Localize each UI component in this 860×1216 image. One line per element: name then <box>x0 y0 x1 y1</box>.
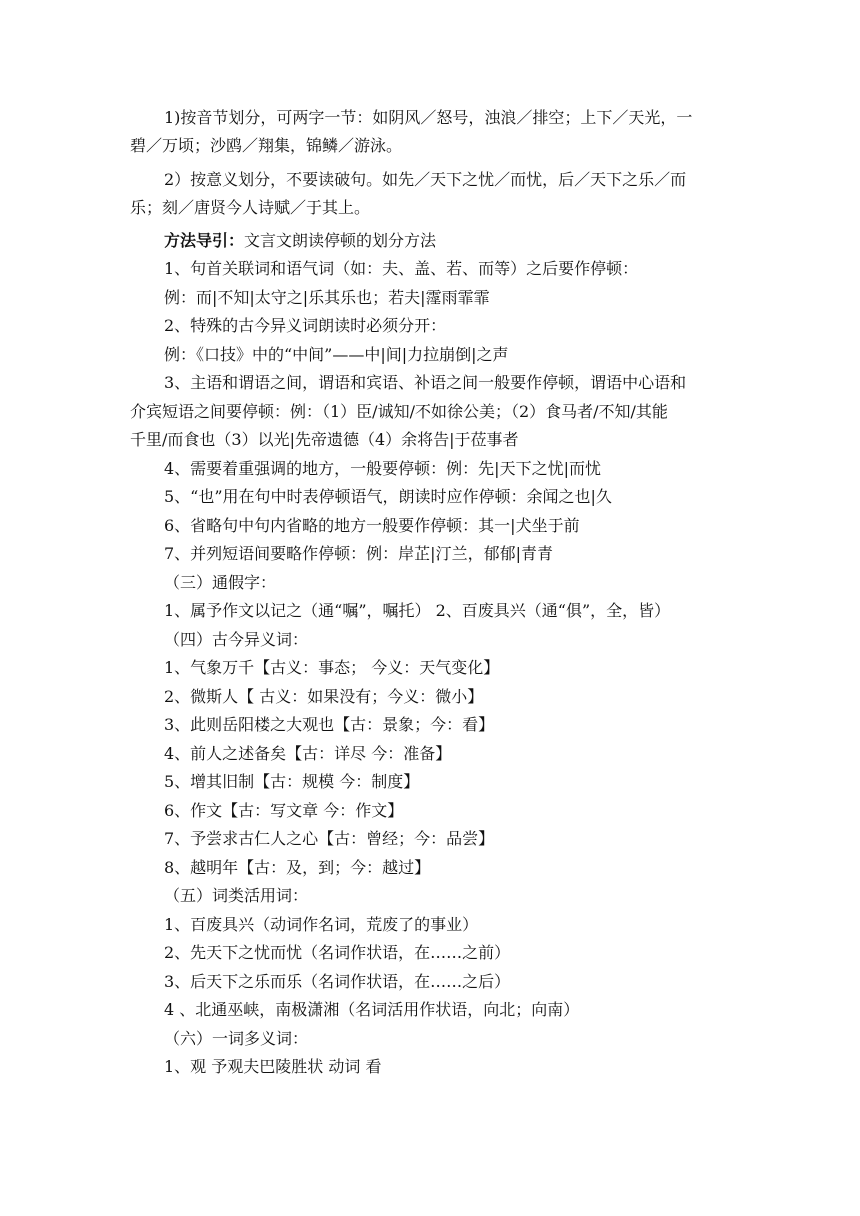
text-line <box>164 658 499 678</box>
line-text: 1、气象万千【古义：事态； 今义：天气变化】 <box>164 658 500 677</box>
text-line <box>164 744 451 764</box>
text-line <box>164 573 276 593</box>
text-line <box>164 972 510 992</box>
line-text: 8、越明年【古：及，到；今：越过】 <box>164 858 431 877</box>
line-text: 1、属予作文以记之（通“嘱”，嘱托） 2、百废具兴（通“俱”，全，皆） <box>164 601 671 620</box>
line-text: 文言文朗读停顿的划分方法 <box>244 231 437 250</box>
line-text: 1)按音节划分，可两字一节：如阴风／怒号，浊浪／排空；上下／天光，一 <box>164 108 693 127</box>
line-text: 6、作文【古：写文章 今：作文】 <box>164 801 404 820</box>
line-text: 7、并列短语间要略作停顿：例：岸芷|汀兰，郁郁|青青 <box>164 544 553 563</box>
line-text: 碧／万顷；沙鸥／翔集，锦鳞／游泳。 <box>130 136 403 155</box>
line-text: 5、“也”用在句中时表停顿语气，朗读时应作停顿：余闻之也|久 <box>164 487 612 506</box>
text-line <box>164 345 509 365</box>
text-line <box>164 487 612 507</box>
line-text: 乐；刻／唐贤今人诗赋／于其上。 <box>130 198 371 217</box>
line-text: 1、百废具兴（动词作名词，荒废了的事业） <box>164 915 479 934</box>
line-text: 2、特殊的古今异义词朗读时必须分开： <box>164 316 447 335</box>
text-line <box>164 316 446 336</box>
line-text: 3、后天下之乐而乐（名词作状语，在……之后） <box>164 972 511 991</box>
line-text: 5、增其旧制【古：规模 今：制度】 <box>164 772 420 791</box>
text-line <box>164 915 478 935</box>
line-text: 2、微斯人【 古义：如果没有；今义：微小】 <box>164 687 484 706</box>
text-line <box>130 430 519 450</box>
line-text: 2、先天下之忧而忧（名词作状语，在……之前） <box>164 943 511 962</box>
line-text: 4、需要着重强调的地方，一般要停顿：例：先|天下之忧|而忧 <box>164 459 601 478</box>
line-text: 4 、北通巫峡，南极潇湘（名词活用作状语，向北；向南） <box>164 1000 580 1019</box>
text-line <box>164 943 510 963</box>
text-line <box>164 715 494 735</box>
text-line <box>164 459 601 479</box>
text-line <box>164 108 692 128</box>
text-line <box>164 601 670 621</box>
text-line <box>164 288 490 308</box>
text-line <box>130 198 370 218</box>
line-text: 1、句首关联词和语气词（如：夫、盖、若、而等）之后要作停顿： <box>164 259 639 278</box>
text-line <box>164 858 430 878</box>
text-line <box>164 1057 381 1077</box>
text-line <box>164 772 419 792</box>
text-line <box>164 259 638 279</box>
text-line <box>164 687 483 707</box>
text-line <box>130 402 668 422</box>
line-text: 7、予尝求古仁人之心【古：曾经；今：品尝】 <box>164 829 495 848</box>
text-line <box>164 1029 308 1049</box>
text-line <box>164 373 686 393</box>
text-line <box>164 516 580 536</box>
line-text: 3、主语和谓语之间，谓语和宾语、补语之间一般要作停顿，谓语中心语和 <box>164 373 687 392</box>
line-text: （四）古今异义词： <box>164 630 309 649</box>
text-line <box>130 136 402 156</box>
line-text: 例：《口技》中的“中间”——中|间|力拉崩倒|之声 <box>164 345 509 364</box>
text-line <box>164 801 403 821</box>
line-text: 4、前人之述备矣【古：详尽 今：准备】 <box>164 744 452 763</box>
text-line <box>164 170 686 190</box>
text-line <box>164 829 494 849</box>
text-line <box>164 630 308 650</box>
line-text: （五）词类活用词： <box>164 886 309 905</box>
line-text: 介宾短语之间要停顿：例：（1）臣/诚知/不如徐公美；（2）食马者/不知/其能 <box>130 402 668 421</box>
text-line <box>164 886 308 906</box>
line-text: 例：而|不知|太守之|乐其乐也；若夫|霪雨霏霏 <box>164 288 490 307</box>
text-line <box>164 544 553 564</box>
text-line <box>164 231 436 251</box>
text-line <box>164 1000 579 1020</box>
line-text: 3、此则岳阳楼之大观也【古：景象；今：看】 <box>164 715 495 734</box>
bold-heading-label: 方法导引： <box>164 231 245 250</box>
line-text: 1、观 予观夫巴陵胜状 动词 看 <box>164 1057 382 1076</box>
line-text: 千里/而食也（3）以光|先帝遗德（4）余将告|于莅事者 <box>130 430 519 449</box>
line-text: （三）通假字： <box>164 573 277 592</box>
line-text: （六）一词多义词： <box>164 1029 309 1048</box>
line-text: 2）按意义划分，不要读破句。如先／天下之忧／而忧，后／天下之乐／而 <box>164 170 687 189</box>
line-text: 6、省略句中句内省略的地方一般要作停顿：其一|犬坐于前 <box>164 516 580 535</box>
